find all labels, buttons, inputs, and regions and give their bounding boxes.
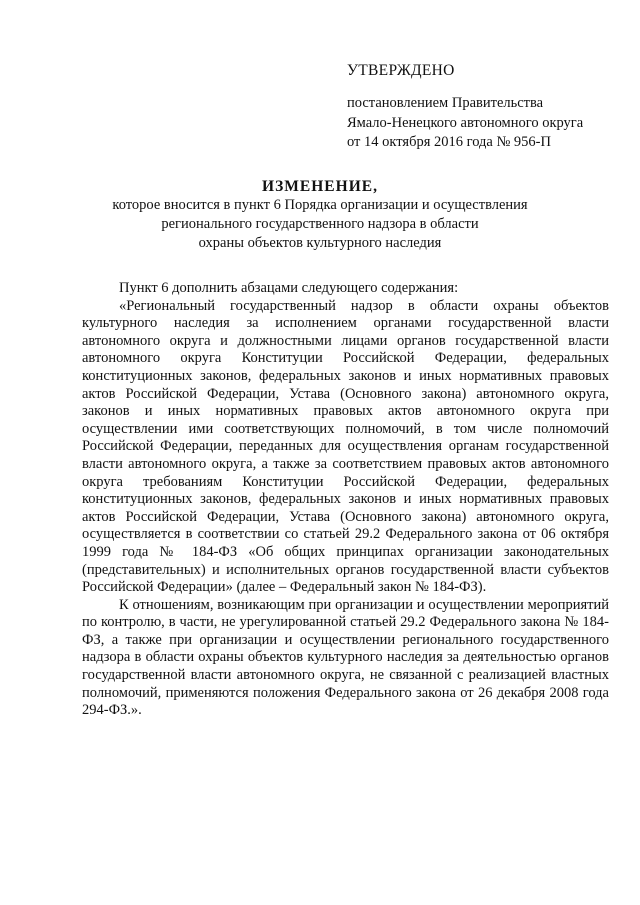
document-title-block: [80, 177, 560, 253]
approval-block: [347, 62, 617, 153]
document-body: [82, 280, 609, 720]
document-title: ИЗМЕНЕНИЕ,: [262, 178, 378, 195]
document-subtitle-line-1: которое вносится в пункт 6 Порядка организации и осуществления: [112, 197, 528, 213]
body-paragraph-relations: К отношениям, возникающим при организации и осуществлении мероприятий по контролю, в части, не урегулированной статьей 29.2 Федерального закона № 184-ФЗ, а также при организации и осуществлении регионального государственного надзора в области охраны объектов культурного наследия за деятельностью органов государственной власти автономного округа, не связанной с реализацией властных полномочий, применяются положения Федерального закона от 26 декабря 2008 года 294-ФЗ.».: [82, 596, 609, 719]
approval-heading: УТВЕРЖДЕНО: [347, 62, 455, 79]
document-subtitle-line-2: регионального государственного надзора в области: [161, 216, 479, 232]
approval-line-region: Ямало-Ненецкого автономного округа: [347, 114, 584, 131]
approval-line-date: от 14 октября 2016 года № 956-П: [347, 134, 551, 150]
document-subtitle-line-3: охраны объектов культурного наследия: [198, 235, 442, 251]
body-paragraph-supervision: «Региональный государственный надзор в области охраны объектов культурного наследия за исполнением органами государственной власти автономного округа и должностными лицами органов государственной власти автономного округа Конституции Российской Федерации, федеральных конституционных законов, федеральных законов и иных нормативных правовых актов Российской Федерации, Устава (Основного закона) автономного округа, законов и иных нормативных правовых актов автономного округа при осуществлении ими соответствующих полномочий, в том числе полномочий Российской Федерации, переданных для осуществления органам государственной власти автономного округа, а также за соответствием правовых актов автономного округа требованиям Конституции Российской Федерации, федеральных конституционных законов, федеральных законов и иных нормативных правовых актов Российской Федерации, Устава (Основного закона) автономного округа, осуществляется в соответствии со статьей 29.2 Федерального закона от 06 октября 1999 года № 184-ФЗ «Об общих принципах организации законодательных (представительных) и исполнительных органов государственной власти субъектов Российской Федерации» (далее – Федеральный закон № 184-ФЗ).: [82, 297, 609, 596]
body-paragraph-intro: Пункт 6 дополнить абзацами следующего содержания:: [119, 280, 459, 296]
approval-line-decree: постановлением Правительства: [347, 95, 544, 111]
